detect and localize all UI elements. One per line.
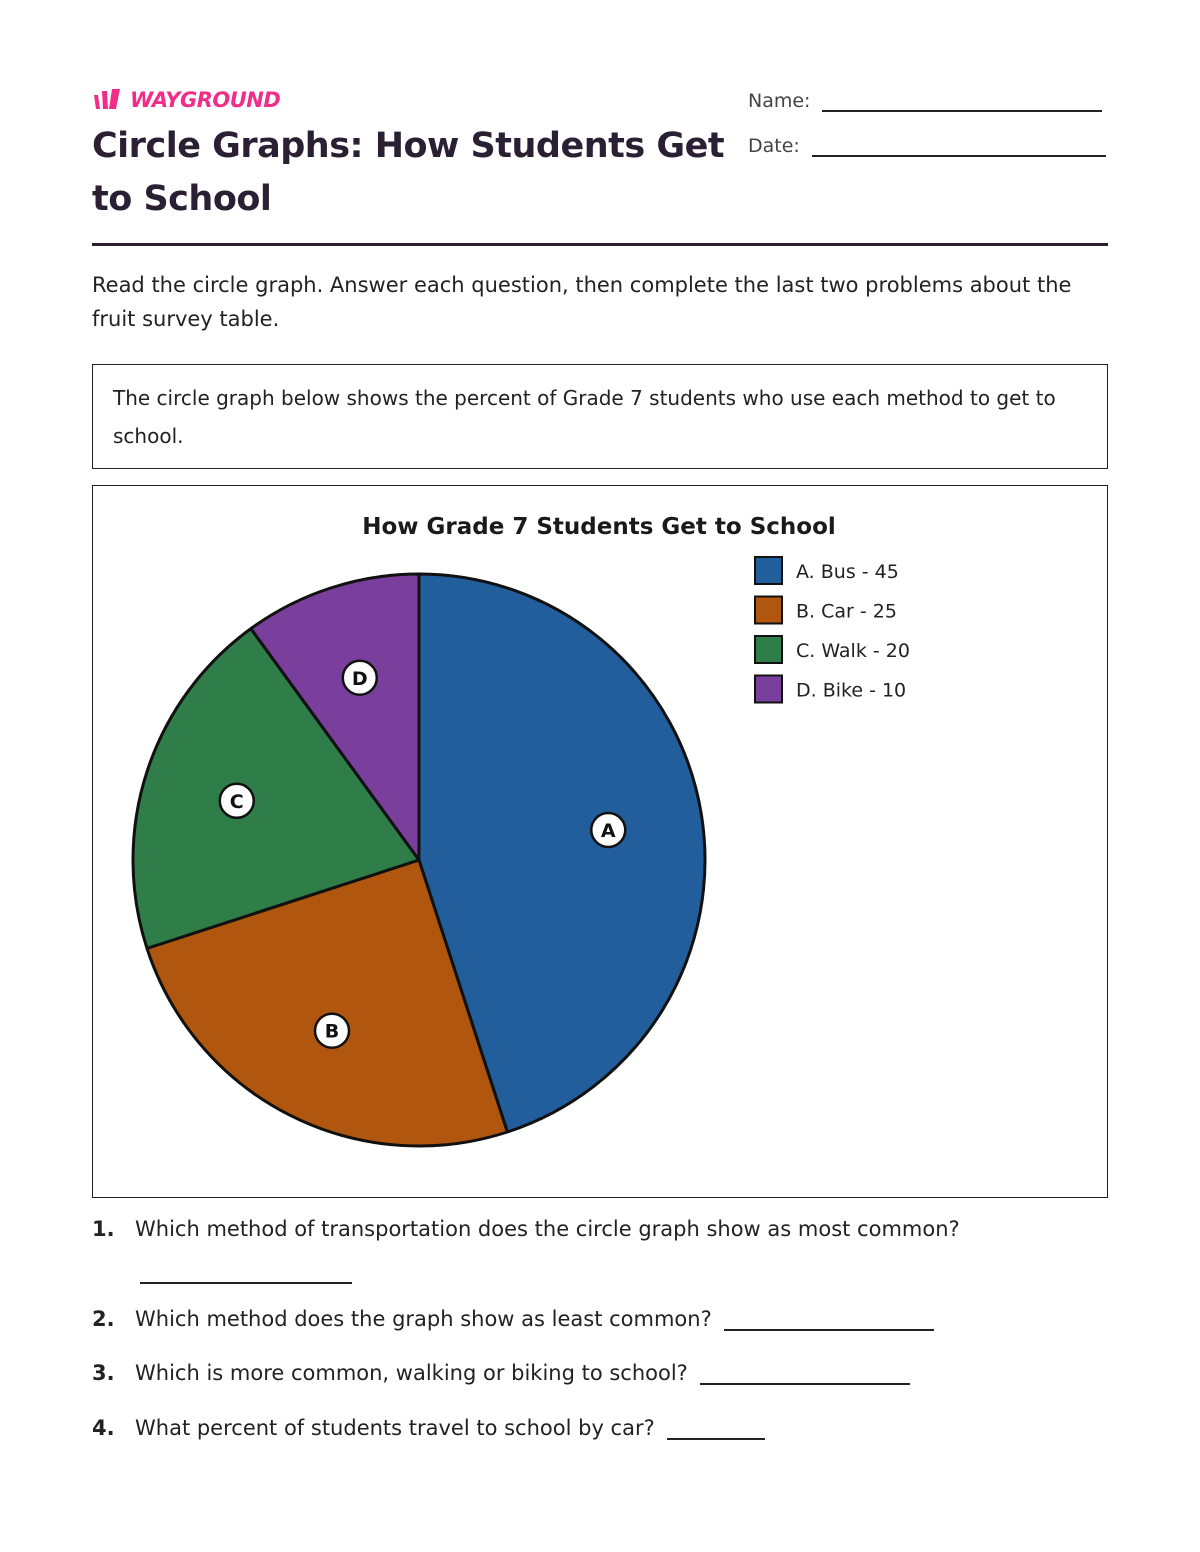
info-box: The circle graph below shows the percent of Grade 7 students who use each method to get to school. bbox=[92, 364, 1108, 469]
brand-logo bbox=[92, 88, 280, 112]
question-number: 2. bbox=[92, 1307, 115, 1331]
date-label: Date: bbox=[748, 135, 800, 157]
name-input-line[interactable] bbox=[822, 90, 1102, 112]
slice-label-d bbox=[343, 661, 377, 695]
pie-chart bbox=[93, 486, 1106, 1196]
legend-label: C. Walk - 20 bbox=[796, 640, 910, 662]
slice-label-b bbox=[315, 1014, 349, 1048]
chart-container bbox=[92, 485, 1108, 1198]
slice-label-a bbox=[591, 813, 625, 847]
legend-label: B. Car - 25 bbox=[796, 600, 897, 623]
question-text: Which method does the graph show as least common? bbox=[135, 1307, 712, 1331]
question-text: Which method of transportation does the circle graph show as most common? bbox=[135, 1217, 960, 1241]
question-4 bbox=[92, 1414, 765, 1440]
header-divider bbox=[92, 243, 1108, 246]
date-input-line[interactable] bbox=[812, 135, 1106, 157]
question-1 bbox=[92, 1217, 960, 1241]
answer-blank-1[interactable] bbox=[140, 1282, 352, 1284]
question-text: What percent of students travel to school by car? bbox=[135, 1416, 655, 1440]
slice-label-text: D bbox=[351, 667, 368, 690]
legend-label: D. Bike - 10 bbox=[796, 679, 907, 702]
legend-item bbox=[755, 597, 897, 624]
answer-blank-2[interactable] bbox=[724, 1305, 934, 1331]
question-number: 4. bbox=[92, 1416, 115, 1440]
name-field bbox=[748, 90, 1102, 112]
question-number: 1. bbox=[92, 1217, 115, 1241]
question-text: Which is more common, walking or biking to school? bbox=[135, 1361, 688, 1385]
brand-name: WAYGROUND bbox=[130, 88, 281, 112]
legend-item bbox=[755, 557, 899, 584]
legend-swatch bbox=[755, 636, 782, 663]
chart-title: How Grade 7 Students Get to School bbox=[362, 514, 836, 540]
slice-label-text: C bbox=[229, 790, 244, 813]
answer-blank-4[interactable] bbox=[667, 1414, 765, 1440]
date-field bbox=[748, 135, 1106, 157]
question-2 bbox=[92, 1305, 934, 1331]
name-label: Name: bbox=[748, 90, 811, 112]
slice-label-text: A bbox=[600, 820, 616, 843]
legend-item bbox=[755, 636, 910, 663]
legend-item bbox=[755, 676, 906, 703]
question-3 bbox=[92, 1359, 910, 1385]
instructions: Read the circle graph. Answer each question, then complete the last two problems about the fruit survey table. bbox=[92, 273, 1072, 331]
slice-label-c bbox=[220, 784, 254, 818]
legend-label: A. Bus - 45 bbox=[796, 561, 899, 583]
legend-swatch bbox=[755, 557, 782, 584]
legend-swatch bbox=[755, 676, 782, 703]
wayground-logo-icon bbox=[92, 89, 126, 111]
legend-swatch bbox=[755, 597, 782, 624]
slice-label-text: B bbox=[324, 1020, 340, 1043]
page-title: Circle Graphs: How Students Get to School bbox=[92, 126, 725, 219]
question-number: 3. bbox=[92, 1361, 115, 1385]
answer-blank-3[interactable] bbox=[700, 1359, 910, 1385]
